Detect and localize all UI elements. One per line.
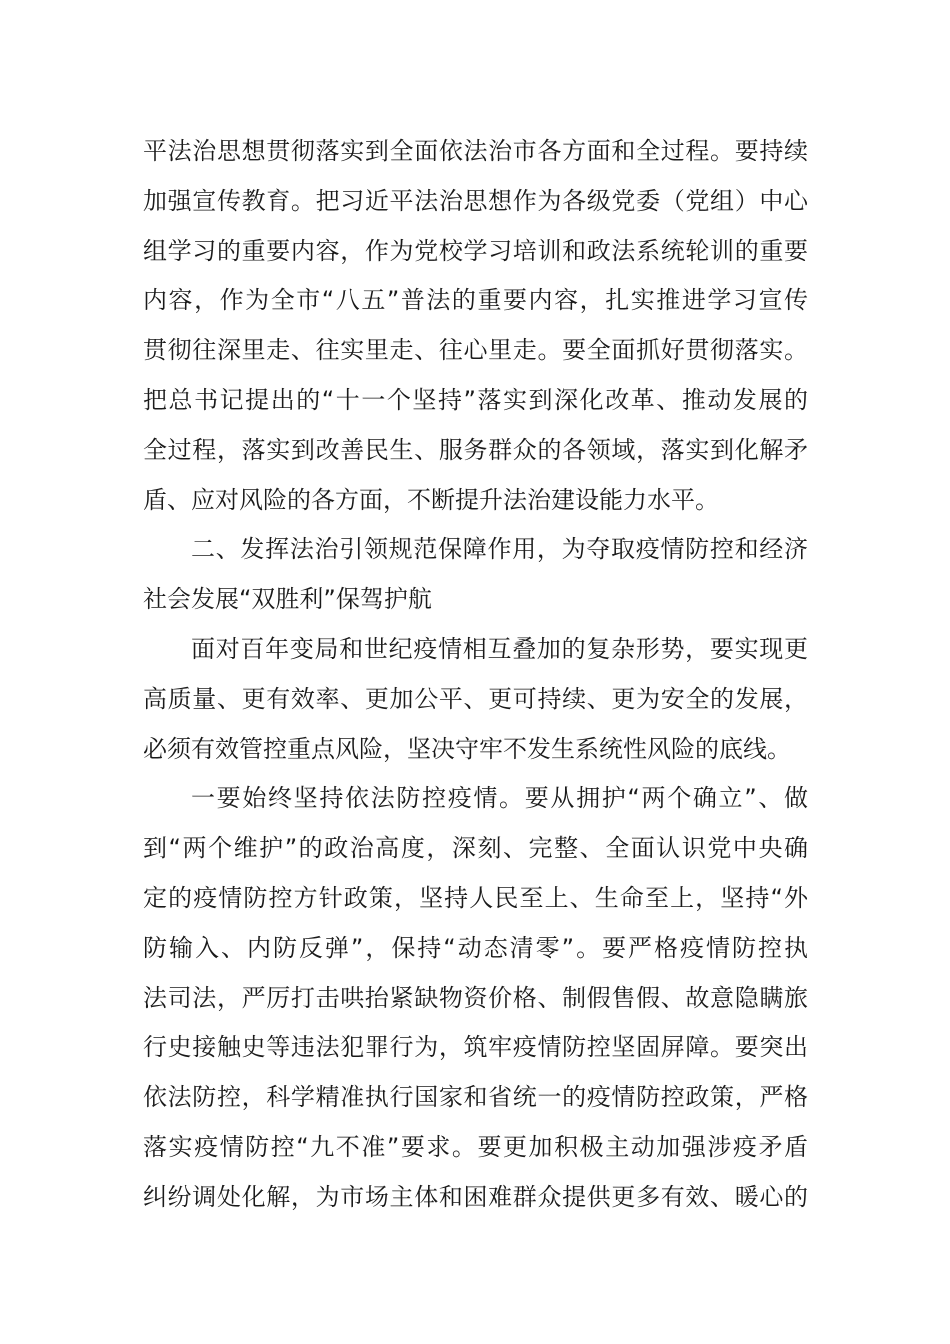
text-line: 全过程，落实到改善民生、服务群众的各领域，落实到化解矛 bbox=[143, 435, 808, 464]
text-line: 把总书记提出的“十一个坚持”落实到深化改革、推动发展的 bbox=[143, 385, 808, 414]
text-line: 加强宣传教育。把习近平法治思想作为各级党委（党组）中心 bbox=[143, 186, 808, 215]
text-line: 法司法，严厉打击哄抬紧缺物资价格、制假售假、故意隐瞒旅 bbox=[143, 983, 808, 1012]
text-line: 贯彻往深里走、往实里走、往心里走。要全面抓好贯彻落实。 bbox=[143, 336, 808, 365]
text-line: 组学习的重要内容，作为党校学习培训和政法系统轮训的重要 bbox=[143, 236, 808, 265]
text-line: 高质量、更有效率、更加公平、更可持续、更为安全的发展， bbox=[143, 684, 808, 713]
text-line: 落实疫情防控“九不准”要求。要更加积极主动加强涉疫矛盾 bbox=[143, 1132, 808, 1161]
text-line: 盾、应对风险的各方面，不断提升法治建设能力水平。 bbox=[143, 485, 719, 514]
text-line: 面对百年变局和世纪疫情相互叠加的复杂形势，要实现更 bbox=[191, 634, 808, 663]
text-line: 必须有效管控重点风险，坚决守牢不发生系统性风险的底线。 bbox=[143, 734, 791, 763]
text-line: 社会发展“双胜利”保驾护航 bbox=[143, 585, 432, 614]
text-line: 二、发挥法治引领规范保障作用，为夺取疫情防控和经济 bbox=[191, 535, 808, 564]
document-body bbox=[143, 127, 808, 1223]
text-line: 一要始终坚持依法防控疫情。要从拥护“两个确立”、做 bbox=[191, 784, 808, 813]
text-line: 定的疫情防控方针政策，坚持人民至上、生命至上，坚持“外 bbox=[143, 883, 808, 912]
text-line: 防输入、内防反弹”，保持“动态清零”。要严格疫情防控执 bbox=[143, 933, 808, 962]
text-line: 平法治思想贯彻落实到全面依法治市各方面和全过程。要持续 bbox=[143, 137, 808, 165]
text-line: 行史接触史等违法犯罪行为，筑牢疫情防控坚固屏障。要突出 bbox=[143, 1033, 808, 1062]
text-line: 内容，作为全市“八五”普法的重要内容，扎实推进学习宣传 bbox=[143, 286, 808, 315]
text-line: 纠纷调处化解，为市场主体和困难群众提供更多有效、暖心的 bbox=[143, 1182, 808, 1211]
text-line: 到“两个维护”的政治高度，深刻、完整、全面认识党中央确 bbox=[143, 834, 808, 863]
text-line: 依法防控，科学精准执行国家和省统一的疫情防控政策，严格 bbox=[143, 1083, 808, 1112]
